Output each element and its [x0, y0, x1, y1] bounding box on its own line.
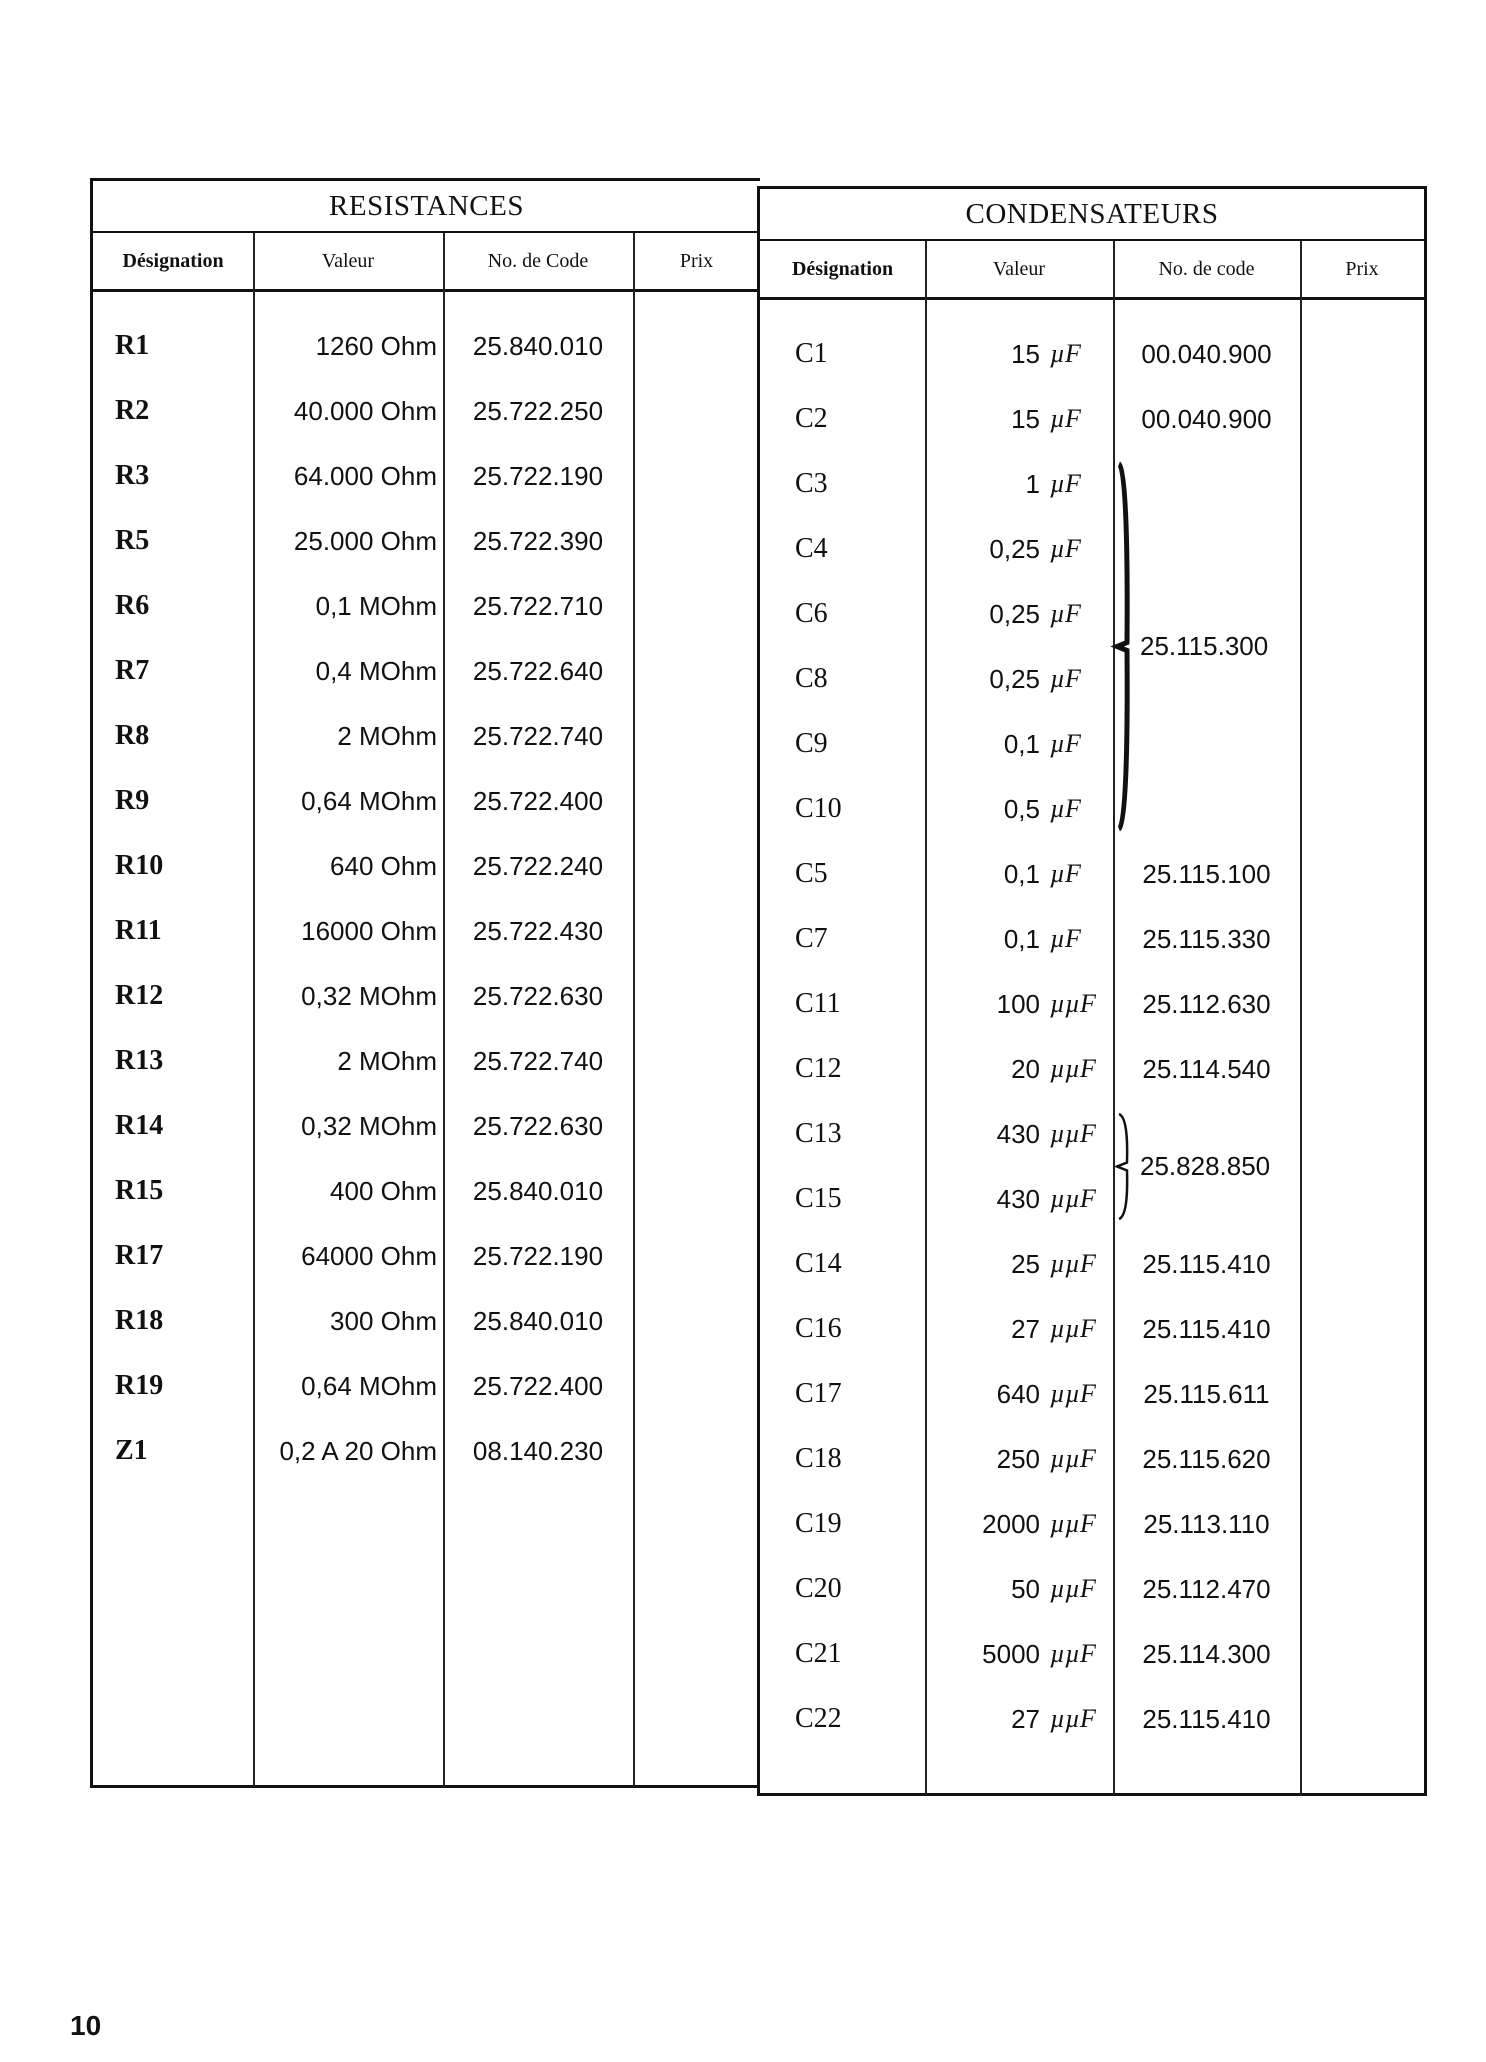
capacitor-value: 0,5	[1003, 793, 1040, 824]
capacitor-value: 430	[996, 1118, 1040, 1149]
resistance-designation: R8	[115, 720, 150, 751]
capacitor-value: 0,1	[1003, 728, 1040, 759]
capacitor-value: 50	[1011, 1573, 1040, 1604]
resistance-value: 0,64 MOhm	[301, 785, 437, 816]
capacitor-value: 0,1	[1003, 858, 1040, 889]
table-row	[760, 719, 1424, 769]
table-row	[93, 321, 760, 371]
group-code: 25.115.300	[1140, 630, 1269, 661]
resistance-code: 25.840.010	[472, 1175, 604, 1206]
capacitor-designation: C11	[795, 988, 841, 1019]
table-row	[93, 646, 760, 696]
resistance-code: 25.722.400	[472, 785, 604, 816]
resistance-code: 25.840.010	[472, 330, 604, 361]
capacitor-unit: µF	[1050, 404, 1081, 433]
capacitor-unit: µµF	[1050, 1249, 1096, 1278]
resistance-code: 25.722.240	[472, 850, 604, 881]
capacitor-unit: µµF	[1050, 1054, 1096, 1083]
capacitor-designation: C6	[795, 598, 828, 629]
table-row	[93, 711, 760, 761]
resistances-header-price: Prix	[679, 249, 714, 272]
resistance-designation: R5	[115, 525, 150, 556]
capacitor-unit: µF	[1050, 794, 1081, 823]
resistance-designation: R12	[115, 980, 164, 1011]
capacitor-designation: C22	[795, 1703, 842, 1734]
condensateurs-title: CONDENSATEURS	[760, 189, 1424, 241]
table-row	[760, 784, 1424, 834]
resistance-code: 25.722.190	[472, 460, 604, 491]
capacitor-code: 00.040.900	[1141, 338, 1272, 369]
capacitor-designation: C17	[795, 1378, 842, 1409]
capacitor-unit: µµF	[1050, 1639, 1096, 1668]
capacitor-designation: C15	[795, 1183, 842, 1214]
capacitor-designation: C19	[795, 1508, 842, 1539]
group-brace-icon	[1115, 464, 1135, 829]
table-row	[760, 1239, 1424, 1289]
capacitor-code: 00.040.900	[1141, 403, 1272, 434]
resistance-value: 0,4 MOhm	[315, 655, 437, 686]
capacitor-value: 15	[1011, 403, 1040, 434]
condensateurs-table	[757, 186, 1427, 1796]
capacitor-unit: µµF	[1050, 1444, 1096, 1473]
capacitor-designation: C18	[795, 1443, 842, 1474]
table-row	[93, 776, 760, 826]
table-row	[760, 1304, 1424, 1354]
resistance-value: 2 MOhm	[337, 1045, 437, 1076]
resistance-designation: R13	[115, 1045, 164, 1076]
capacitor-designation: C16	[795, 1313, 842, 1344]
table-row	[93, 1296, 760, 1346]
capacitor-unit: µµF	[1050, 1379, 1096, 1408]
table-row	[760, 1044, 1424, 1094]
resistance-value: 0,32 MOhm	[301, 980, 437, 1011]
resistances-header-code: No. de Code	[487, 249, 589, 272]
table-row	[760, 1694, 1424, 1744]
resistance-value: 300 Ohm	[330, 1305, 437, 1336]
capacitor-designation: C14	[795, 1248, 842, 1279]
resistance-code: 25.722.430	[472, 915, 604, 946]
capacitor-unit: µµF	[1050, 1574, 1096, 1603]
table-row	[93, 516, 760, 566]
resistance-value: 16000 Ohm	[301, 915, 437, 946]
table-row	[93, 1101, 760, 1151]
capacitor-designation: C1	[795, 338, 828, 369]
capacitor-unit: µF	[1050, 339, 1081, 368]
resistance-code: 25.722.190	[472, 1240, 604, 1271]
capacitor-value: 0,1	[1003, 923, 1040, 954]
resistance-value: 0,2 A 20 Ohm	[279, 1435, 437, 1466]
resistances-table	[90, 178, 760, 1788]
capacitor-value: 25	[1011, 1248, 1040, 1279]
capacitor-unit: µF	[1050, 729, 1081, 758]
capacitor-designation: C8	[795, 663, 828, 694]
resistance-code: 25.722.250	[472, 395, 604, 426]
capacitor-designation: C13	[795, 1118, 842, 1149]
capacitor-unit: µµF	[1050, 1509, 1096, 1538]
capacitor-value: 20	[1011, 1053, 1040, 1084]
resistance-designation: R17	[115, 1240, 164, 1271]
resistance-value: 0,1 MOhm	[315, 590, 437, 621]
capacitor-unit: µµF	[1050, 1314, 1096, 1343]
capacitor-code: 25.114.300	[1142, 1638, 1271, 1669]
resistance-code: 25.722.630	[472, 1110, 604, 1141]
capacitor-code: 25.113.110	[1143, 1508, 1270, 1539]
resistance-code: 25.722.640	[472, 655, 604, 686]
table-row	[760, 1499, 1424, 1549]
table-row	[93, 1231, 760, 1281]
capacitor-unit: µµF	[1050, 1184, 1096, 1213]
capacitor-code: 25.115.410	[1142, 1248, 1271, 1279]
capacitor-value: 27	[1011, 1703, 1040, 1734]
resistance-code: 25.722.400	[472, 1370, 604, 1401]
resistance-code: 25.722.630	[472, 980, 604, 1011]
capacitor-value: 5000	[982, 1638, 1040, 1669]
capacitor-unit: µµF	[1050, 1119, 1096, 1148]
resistance-value: 40.000 Ohm	[293, 395, 437, 426]
capacitor-code: 25.115.611	[1143, 1378, 1270, 1409]
table-row	[760, 524, 1424, 574]
capacitor-code: 25.115.330	[1142, 923, 1271, 954]
condensateurs-header-code: No. de code	[1158, 257, 1255, 280]
table-row	[760, 394, 1424, 444]
resistance-designation: R2	[115, 395, 150, 426]
table-row	[93, 971, 760, 1021]
resistance-code: 25.722.740	[472, 1045, 604, 1076]
capacitor-unit: µµF	[1050, 1704, 1096, 1733]
capacitor-designation: C5	[795, 858, 828, 889]
capacitor-designation: C9	[795, 728, 828, 759]
table-row	[93, 1166, 760, 1216]
page-number: 10	[70, 2010, 102, 2041]
capacitor-designation: C10	[795, 793, 842, 824]
capacitor-unit: µF	[1050, 664, 1081, 693]
table-row	[93, 1426, 760, 1476]
capacitor-value: 250	[996, 1443, 1040, 1474]
table-row	[760, 459, 1424, 509]
table-row	[760, 979, 1424, 1029]
resistance-designation: R9	[115, 785, 150, 816]
resistance-value: 400 Ohm	[330, 1175, 437, 1206]
resistance-designation: R15	[115, 1175, 164, 1206]
capacitor-value: 0,25	[989, 598, 1040, 629]
resistance-value: 0,64 MOhm	[301, 1370, 437, 1401]
resistance-designation: R3	[115, 460, 150, 491]
resistance-designation: R7	[115, 655, 150, 686]
condensateurs-header-designation: Désignation	[791, 257, 894, 280]
resistance-value: 25.000 Ohm	[293, 525, 437, 556]
capacitor-designation: C12	[795, 1053, 842, 1084]
capacitor-unit: µF	[1050, 924, 1081, 953]
capacitor-value: 0,25	[989, 663, 1040, 694]
resistance-designation: R6	[115, 590, 150, 621]
capacitor-value: 1	[1025, 468, 1040, 499]
capacitor-value: 0,25	[989, 533, 1040, 564]
resistance-value: 2 MOhm	[337, 720, 437, 751]
table-row	[760, 1369, 1424, 1419]
resistance-code: 08.140.230	[472, 1435, 604, 1466]
resistances-title: RESISTANCES	[93, 181, 760, 233]
table-row	[93, 581, 760, 631]
capacitor-value: 15	[1011, 338, 1040, 369]
capacitor-unit: µF	[1050, 859, 1081, 888]
resistances-header-value: Valeur	[321, 249, 375, 272]
table-row	[93, 1361, 760, 1411]
resistance-value: 0,32 MOhm	[301, 1110, 437, 1141]
capacitor-code: 25.114.540	[1142, 1053, 1271, 1084]
resistance-designation: R1	[115, 330, 150, 361]
capacitor-code	[1115, 784, 1298, 834]
table-row	[93, 386, 760, 436]
group-code: 25.828.850	[1140, 1150, 1271, 1181]
capacitor-designation: C4	[795, 533, 828, 564]
capacitor-designation: C20	[795, 1573, 842, 1604]
capacitor-code: 25.112.630	[1142, 988, 1271, 1019]
table-row	[93, 1036, 760, 1086]
table-row	[93, 451, 760, 501]
capacitor-unit: µF	[1050, 469, 1081, 498]
table-row	[93, 841, 760, 891]
table-row	[760, 1174, 1424, 1224]
table-row	[760, 1629, 1424, 1679]
condensateurs-header-price: Prix	[1345, 257, 1379, 280]
resistance-designation: R14	[115, 1110, 164, 1141]
resistance-designation: R10	[115, 850, 164, 881]
capacitor-code	[1115, 524, 1298, 574]
group-brace-icon	[1115, 1114, 1135, 1219]
resistance-designation: R18	[115, 1305, 164, 1336]
resistance-value: 640 Ohm	[330, 850, 437, 881]
resistance-value: 64000 Ohm	[301, 1240, 437, 1271]
capacitor-value: 27	[1011, 1313, 1040, 1344]
resistance-code: 25.722.710	[472, 590, 604, 621]
resistance-code: 25.722.390	[472, 525, 604, 556]
capacitor-code: 25.115.410	[1142, 1703, 1271, 1734]
capacitor-code: 25.112.470	[1142, 1573, 1271, 1604]
capacitor-designation: C2	[795, 403, 828, 434]
resistance-value: 1260 Ohm	[315, 330, 437, 361]
capacitor-value: 100	[996, 988, 1040, 1019]
capacitor-value: 640	[996, 1378, 1040, 1409]
table-row	[93, 906, 760, 956]
capacitor-value: 2000	[982, 1508, 1040, 1539]
capacitor-code: 25.115.410	[1142, 1313, 1271, 1344]
capacitor-code	[1115, 654, 1298, 704]
capacitor-value: 430	[996, 1183, 1040, 1214]
table-row	[760, 1109, 1424, 1159]
capacitor-unit: µF	[1050, 599, 1081, 628]
capacitor-designation: C3	[795, 468, 828, 499]
capacitor-code: 25.115.620	[1142, 1443, 1271, 1474]
capacitor-code	[1115, 459, 1298, 509]
resistance-designation: R11	[115, 915, 162, 946]
resistance-designation: Z1	[115, 1435, 148, 1466]
table-row	[760, 914, 1424, 964]
table-row	[760, 329, 1424, 379]
capacitor-code	[1115, 1174, 1298, 1224]
capacitor-code	[1115, 719, 1298, 769]
resistances-header-designation: Désignation	[122, 249, 224, 272]
capacitor-unit: µF	[1050, 534, 1081, 563]
table-row	[760, 1434, 1424, 1484]
resistance-code: 25.840.010	[472, 1305, 604, 1336]
resistance-code: 25.722.740	[472, 720, 604, 751]
condensateurs-header-row	[760, 241, 1424, 300]
resistances-header-row	[93, 233, 760, 292]
table-row	[760, 849, 1424, 899]
table-row	[760, 654, 1424, 704]
condensateurs-header-value: Valeur	[992, 257, 1046, 280]
capacitor-code: 25.115.100	[1142, 858, 1271, 889]
capacitor-designation: C21	[795, 1638, 842, 1669]
table-row	[760, 1564, 1424, 1614]
resistance-value: 64.000 Ohm	[293, 460, 437, 491]
table-row	[760, 589, 1424, 639]
capacitor-unit: µµF	[1050, 989, 1096, 1018]
capacitor-designation: C7	[795, 923, 828, 954]
resistance-designation: R19	[115, 1370, 164, 1401]
